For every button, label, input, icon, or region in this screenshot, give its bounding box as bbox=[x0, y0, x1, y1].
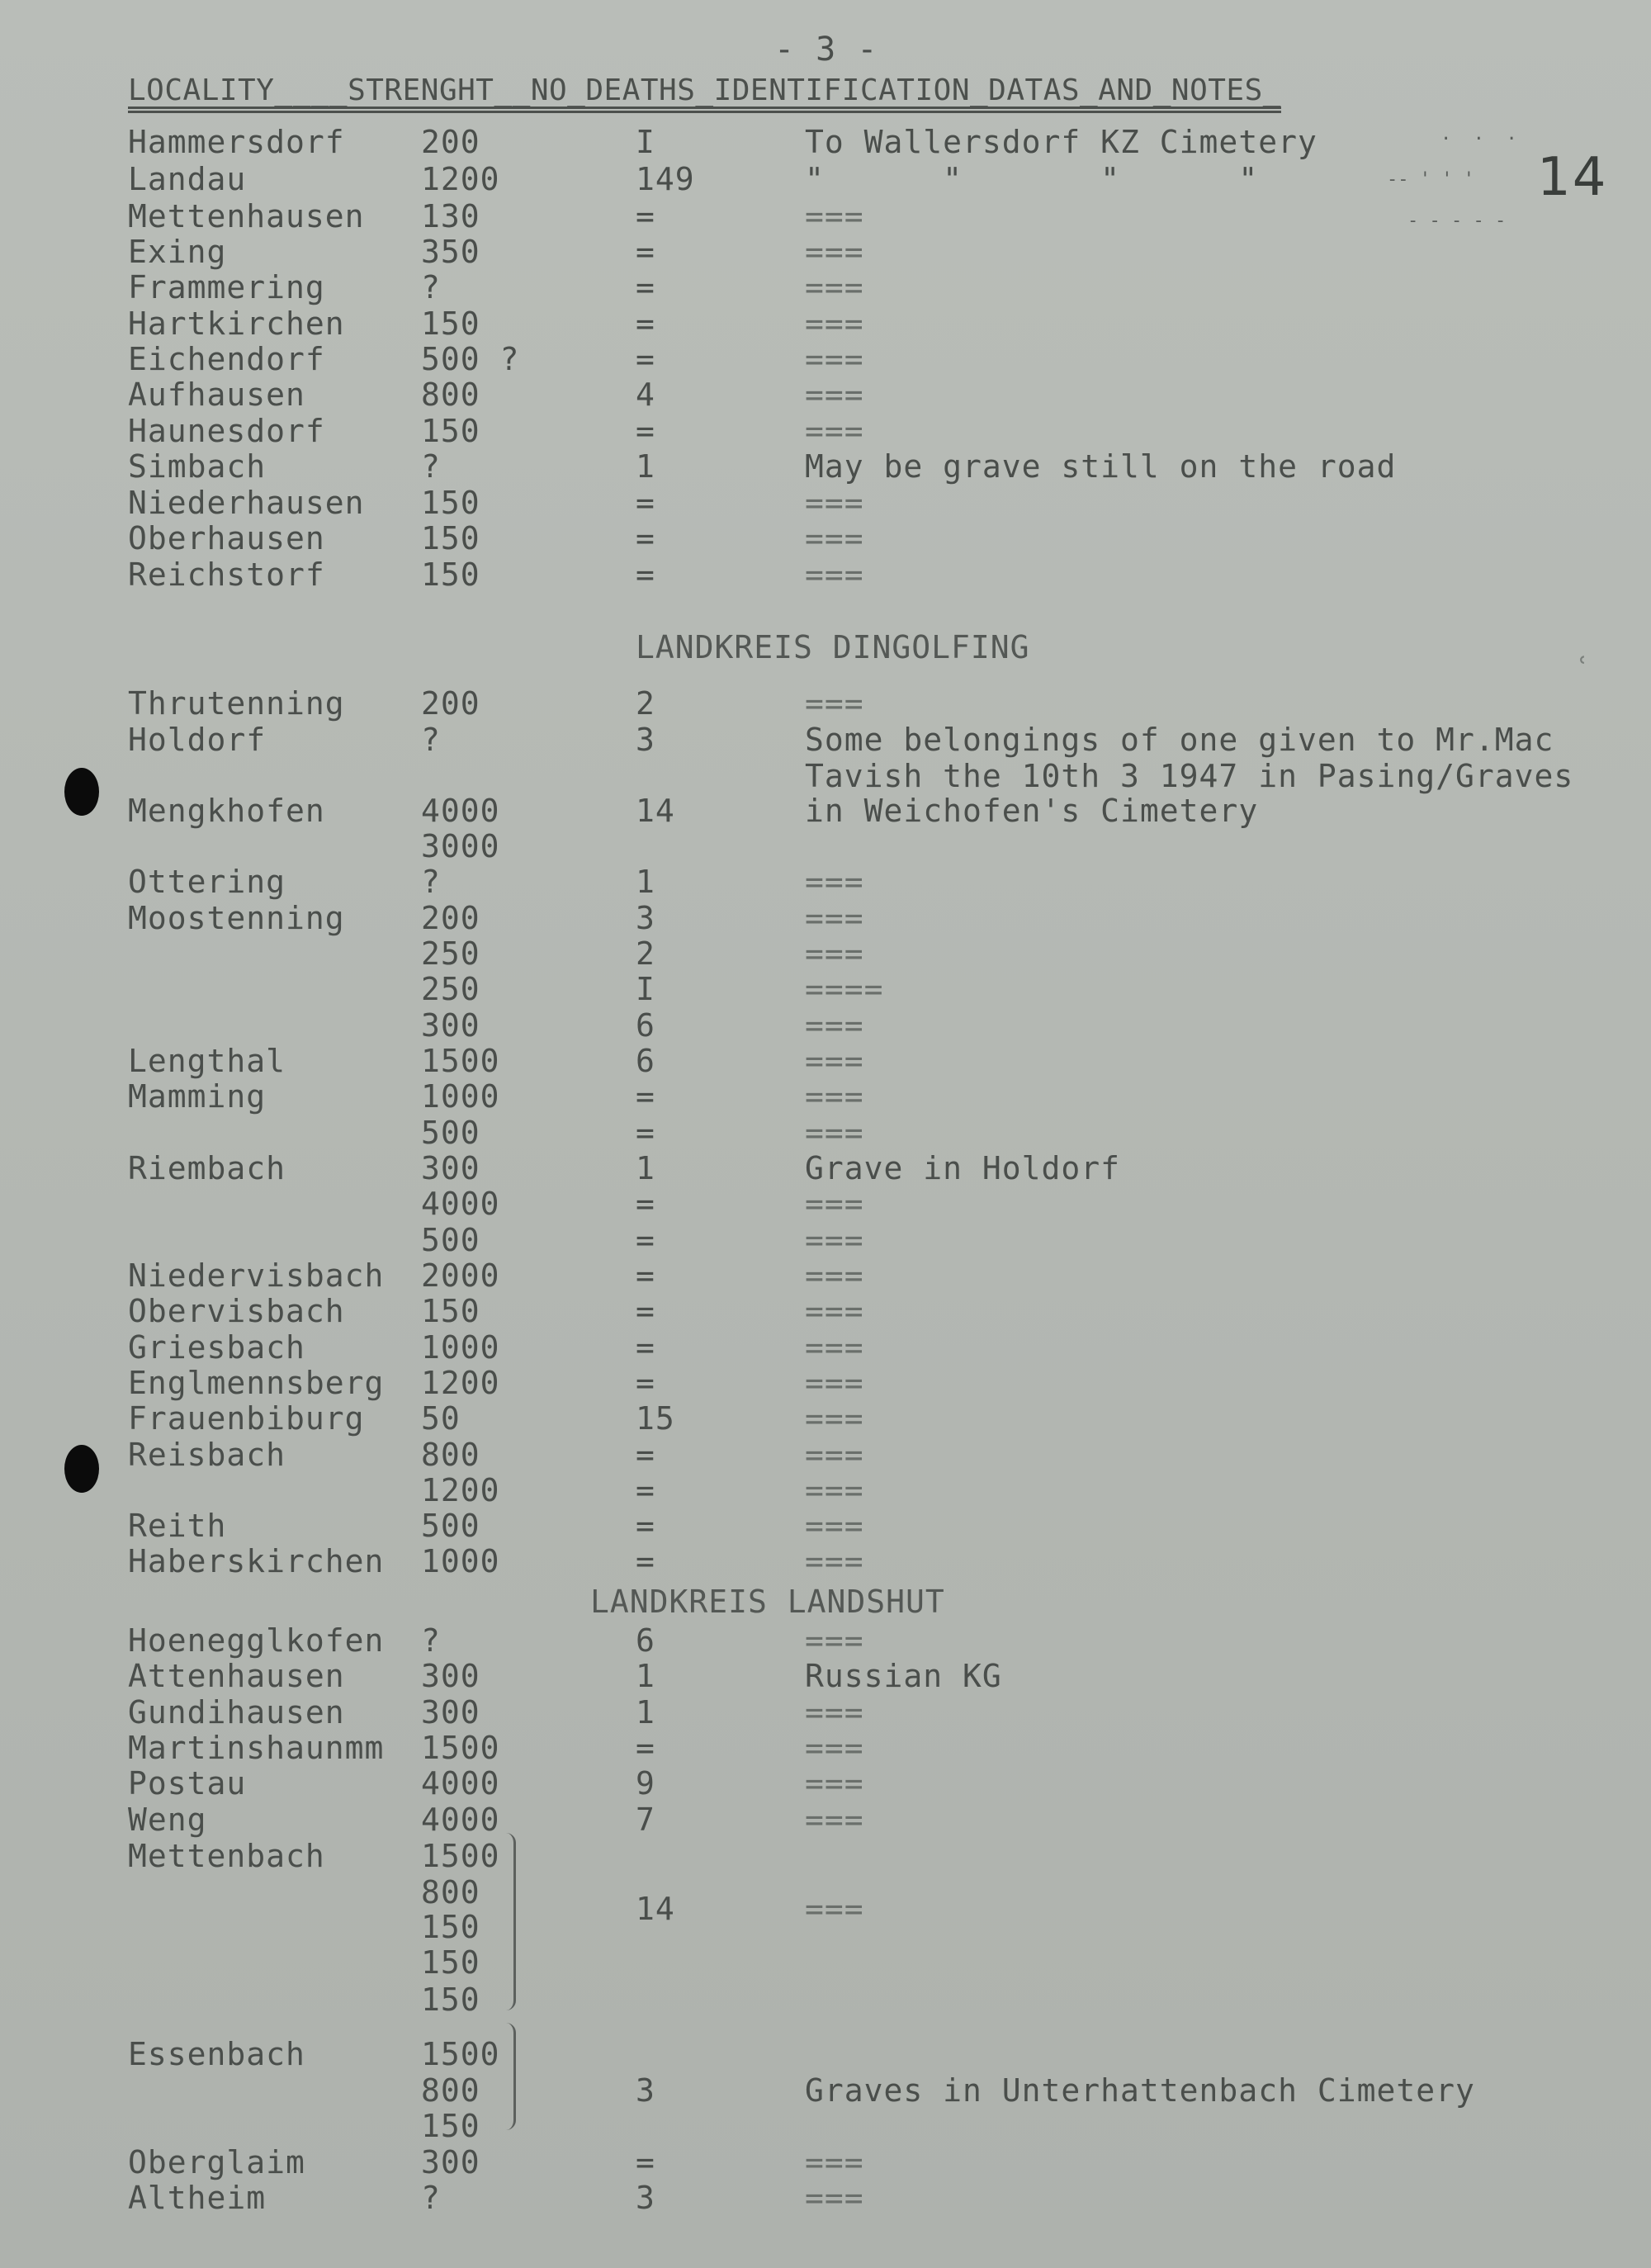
locality-cell: Gundihausen bbox=[128, 1694, 345, 1731]
deaths-cell: I bbox=[636, 971, 655, 1007]
strength-cell: 2000 bbox=[421, 1257, 500, 1294]
strength-cell: 200 bbox=[421, 900, 480, 936]
locality-cell: Moostenning bbox=[128, 900, 345, 936]
deaths-cell: = bbox=[636, 1730, 655, 1766]
strength-cell: 1500 bbox=[421, 2036, 500, 2072]
deaths-cell: 1 bbox=[636, 1658, 655, 1694]
strength-cell: 300 bbox=[421, 1007, 480, 1044]
locality-cell: Aufhausen bbox=[128, 376, 305, 413]
notes-cell: === bbox=[805, 1007, 864, 1044]
notes-cell: === bbox=[805, 2180, 864, 2216]
strength-cell: 500 ? bbox=[421, 341, 520, 377]
locality-cell: Mettenbach bbox=[128, 1838, 325, 1874]
notes-cell: === bbox=[805, 1078, 864, 1115]
deaths-cell: 6 bbox=[636, 1622, 655, 1659]
notes-cell: === bbox=[805, 1329, 864, 1366]
deaths-cell: 2 bbox=[636, 935, 655, 972]
strength-cell: ? bbox=[421, 1622, 441, 1659]
deaths-cell: = bbox=[636, 269, 655, 305]
stamp-number: 14 bbox=[1537, 147, 1608, 208]
strength-cell: ? bbox=[421, 2180, 441, 2216]
locality-cell: Mengkhofen bbox=[128, 793, 325, 829]
notes-cell: === bbox=[805, 198, 864, 234]
locality-cell: Ottering bbox=[128, 864, 286, 900]
deaths-cell: = bbox=[636, 485, 655, 521]
strength-cell: 500 bbox=[421, 1222, 480, 1258]
deaths-cell: = bbox=[636, 1115, 655, 1151]
notes-cell: Tavish the 10th 3 1947 in Pasing/Graves bbox=[805, 758, 1574, 794]
strength-cell: 50 bbox=[421, 1400, 461, 1437]
strength-cell: 500 bbox=[421, 1115, 480, 1151]
strength-cell: 4000 bbox=[421, 1186, 500, 1222]
locality-cell: Frammering bbox=[128, 269, 325, 305]
locality-cell: Englmennsberg bbox=[128, 1365, 385, 1401]
locality-cell: Reichstorf bbox=[128, 556, 325, 593]
notes-cell: May be grave still on the road bbox=[805, 448, 1397, 485]
notes-cell: Russian KG bbox=[805, 1658, 1002, 1694]
strength-cell: 1000 bbox=[421, 1078, 500, 1115]
locality-cell: Eichendorf bbox=[128, 341, 325, 377]
strength-cell: 150 bbox=[421, 1982, 480, 2018]
margin-mark: . . . bbox=[1440, 124, 1517, 144]
notes-cell: === bbox=[805, 1694, 864, 1731]
strength-cell: 500 bbox=[421, 1508, 480, 1544]
notes-cell: === bbox=[805, 341, 864, 377]
notes-cell: === bbox=[805, 1043, 864, 1079]
locality-cell: Obervisbach bbox=[128, 1293, 345, 1329]
locality-cell: Martinshaunmm bbox=[128, 1730, 385, 1766]
deaths-cell: = bbox=[636, 341, 655, 377]
notes-cell: === bbox=[805, 1508, 864, 1544]
deaths-cell: = bbox=[636, 2144, 655, 2180]
locality-cell: Lengthal bbox=[128, 1043, 286, 1079]
section-heading: LANDKREIS DINGOLFING bbox=[636, 629, 1030, 665]
strength-cell: 150 bbox=[421, 305, 480, 342]
locality-cell: Haunesdorf bbox=[128, 413, 325, 449]
notes-cell: ==== bbox=[805, 971, 884, 1007]
strength-cell: 130 bbox=[421, 198, 480, 234]
notes-cell: === bbox=[805, 1257, 864, 1294]
punch-hole bbox=[64, 1445, 99, 1493]
notes-cell: === bbox=[805, 269, 864, 305]
strength-cell: 1500 bbox=[421, 1838, 500, 1874]
deaths-cell: 3 bbox=[636, 2180, 655, 2216]
notes-cell: === bbox=[805, 1186, 864, 1222]
strength-cell: 1200 bbox=[421, 161, 500, 197]
locality-cell: Reisbach bbox=[128, 1437, 286, 1473]
deaths-cell: = bbox=[636, 1257, 655, 1294]
notes-cell: === bbox=[805, 1472, 864, 1508]
strength-cell: 300 bbox=[421, 2144, 480, 2180]
notes-cell: === bbox=[805, 1400, 864, 1437]
deaths-cell: = bbox=[636, 1543, 655, 1579]
notes-cell: === bbox=[805, 2144, 864, 2180]
notes-cell: === bbox=[805, 900, 864, 936]
notes-cell: === bbox=[805, 935, 864, 972]
locality-cell: Riembach bbox=[128, 1150, 286, 1186]
deaths-cell: 14 bbox=[636, 1891, 675, 1927]
locality-cell: Niederhausen bbox=[128, 485, 365, 521]
notes-cell: === bbox=[805, 1622, 864, 1659]
deaths-cell: I bbox=[636, 124, 655, 160]
locality-cell: Niedervisbach bbox=[128, 1257, 385, 1294]
notes-cell: === bbox=[805, 234, 864, 270]
deaths-cell: = bbox=[636, 198, 655, 234]
deaths-cell: 7 bbox=[636, 1802, 655, 1838]
deaths-cell: 15 bbox=[636, 1400, 675, 1437]
notes-cell: === bbox=[805, 1802, 864, 1838]
bracket bbox=[505, 1833, 516, 2010]
deaths-cell: = bbox=[636, 1222, 655, 1258]
notes-cell: Grave in Holdorf bbox=[805, 1150, 1121, 1186]
locality-cell: Haberskirchen bbox=[128, 1543, 385, 1579]
notes-cell: === bbox=[805, 1891, 864, 1927]
locality-cell: Reith bbox=[128, 1508, 227, 1544]
deaths-cell: 2 bbox=[636, 685, 655, 722]
locality-cell: Hartkirchen bbox=[128, 305, 345, 342]
notes-cell: === bbox=[805, 685, 864, 722]
notes-cell: === bbox=[805, 520, 864, 556]
deaths-cell: 3 bbox=[636, 2072, 655, 2109]
strength-cell: 250 bbox=[421, 971, 480, 1007]
deaths-cell: 3 bbox=[636, 900, 655, 936]
deaths-cell: = bbox=[636, 556, 655, 593]
locality-cell: Exing bbox=[128, 234, 227, 270]
deaths-cell: = bbox=[636, 1508, 655, 1544]
strength-cell: 1000 bbox=[421, 1329, 500, 1366]
strength-cell: 4000 bbox=[421, 793, 500, 829]
notes-cell: === bbox=[805, 376, 864, 413]
notes-cell: Graves in Unterhattenbach Cimetery bbox=[805, 2072, 1475, 2109]
deaths-cell: = bbox=[636, 1186, 655, 1222]
deaths-cell: 149 bbox=[636, 161, 695, 197]
strength-cell: 150 bbox=[421, 1944, 480, 1981]
locality-cell: Mamming bbox=[128, 1078, 267, 1115]
strength-cell: 800 bbox=[421, 1874, 480, 1911]
strength-cell: 800 bbox=[421, 1437, 480, 1473]
notes-cell: Some belongings of one given to Mr.Mac bbox=[805, 722, 1554, 758]
notes-cell: in Weichofen's Cimetery bbox=[805, 793, 1259, 829]
column-header: LOCALITY____STRENGHT__NO_DEATHS_IDENTIFICATION_DATAS_AND_NOTES_ bbox=[128, 73, 1281, 107]
margin-mark: ʿ bbox=[1578, 652, 1588, 686]
locality-cell: Weng bbox=[128, 1802, 207, 1838]
notes-cell: To Wallersdorf KZ Cimetery bbox=[805, 124, 1317, 160]
strength-cell: 150 bbox=[421, 485, 480, 521]
notes-cell: === bbox=[805, 1543, 864, 1579]
notes-cell: === bbox=[805, 1730, 864, 1766]
strength-cell: 4000 bbox=[421, 1802, 500, 1838]
strength-cell: ? bbox=[421, 269, 441, 305]
locality-cell: Postau bbox=[128, 1765, 247, 1802]
strength-cell: 300 bbox=[421, 1694, 480, 1731]
strength-cell: 150 bbox=[421, 413, 480, 449]
strength-cell: 300 bbox=[421, 1150, 480, 1186]
locality-cell: Frauenbiburg bbox=[128, 1400, 365, 1437]
deaths-cell: = bbox=[636, 1472, 655, 1508]
strength-cell: 200 bbox=[421, 685, 480, 722]
locality-cell: Holdorf bbox=[128, 722, 267, 758]
strength-cell: 250 bbox=[421, 935, 480, 972]
section-heading: LANDKREIS LANDSHUT bbox=[590, 1584, 945, 1620]
locality-cell: Oberhausen bbox=[128, 520, 325, 556]
strength-cell: 1500 bbox=[421, 1730, 500, 1766]
notes-cell: === bbox=[805, 1222, 864, 1258]
strength-cell: 1200 bbox=[421, 1472, 500, 1508]
strength-cell: 150 bbox=[421, 520, 480, 556]
notes-cell: === bbox=[805, 485, 864, 521]
notes-cell: === bbox=[805, 413, 864, 449]
strength-cell: 150 bbox=[421, 1909, 480, 1945]
deaths-cell: = bbox=[636, 1293, 655, 1329]
notes-cell: === bbox=[805, 864, 864, 900]
notes-cell: === bbox=[805, 1115, 864, 1151]
deaths-cell: 4 bbox=[636, 376, 655, 413]
notes-cell: === bbox=[805, 1365, 864, 1401]
deaths-cell: = bbox=[636, 413, 655, 449]
deaths-cell: 6 bbox=[636, 1007, 655, 1044]
notes-cell: === bbox=[805, 1293, 864, 1329]
strength-cell: 200 bbox=[421, 124, 480, 160]
strength-cell: 150 bbox=[421, 2108, 480, 2144]
locality-cell: Hoenegglkofen bbox=[128, 1622, 385, 1659]
strength-cell: 350 bbox=[421, 234, 480, 270]
margin-mark: - - - - - bbox=[1407, 211, 1507, 231]
notes-cell: === bbox=[805, 556, 864, 593]
punch-hole bbox=[64, 768, 99, 816]
locality-cell: Griesbach bbox=[128, 1329, 305, 1366]
strength-cell: ? bbox=[421, 864, 441, 900]
notes-cell: " " " " bbox=[805, 161, 1259, 197]
strength-cell: 4000 bbox=[421, 1765, 500, 1802]
deaths-cell: 1 bbox=[636, 1150, 655, 1186]
deaths-cell: 3 bbox=[636, 722, 655, 758]
notes-cell: === bbox=[805, 1765, 864, 1802]
deaths-cell: 14 bbox=[636, 793, 675, 829]
deaths-cell: = bbox=[636, 1329, 655, 1366]
page-number: - 3 - bbox=[774, 31, 878, 69]
deaths-cell: 1 bbox=[636, 448, 655, 485]
locality-cell: Hammersdorf bbox=[128, 124, 345, 160]
notes-cell: === bbox=[805, 1437, 864, 1473]
strength-cell: 150 bbox=[421, 1293, 480, 1329]
locality-cell: Mettenhausen bbox=[128, 198, 365, 234]
deaths-cell: = bbox=[636, 305, 655, 342]
strength-cell: 1000 bbox=[421, 1543, 500, 1579]
locality-cell: Simbach bbox=[128, 448, 267, 485]
locality-cell: Attenhausen bbox=[128, 1658, 345, 1694]
strength-cell: 800 bbox=[421, 2072, 480, 2109]
locality-cell: Altheim bbox=[128, 2180, 267, 2216]
deaths-cell: 9 bbox=[636, 1765, 655, 1802]
strength-cell: 800 bbox=[421, 376, 480, 413]
strength-cell: 1200 bbox=[421, 1365, 500, 1401]
strength-cell: ? bbox=[421, 722, 441, 758]
deaths-cell: 1 bbox=[636, 1694, 655, 1731]
notes-cell: === bbox=[805, 305, 864, 342]
locality-cell: Thrutenning bbox=[128, 685, 345, 722]
deaths-cell: = bbox=[636, 1365, 655, 1401]
deaths-cell: = bbox=[636, 520, 655, 556]
margin-mark: -- ' ' ' bbox=[1387, 169, 1474, 190]
deaths-cell: = bbox=[636, 234, 655, 270]
deaths-cell: = bbox=[636, 1437, 655, 1473]
locality-cell: Oberglaim bbox=[128, 2144, 305, 2180]
strength-cell: 300 bbox=[421, 1658, 480, 1694]
deaths-cell: 1 bbox=[636, 864, 655, 900]
deaths-cell: 6 bbox=[636, 1043, 655, 1079]
deaths-cell: = bbox=[636, 1078, 655, 1115]
strength-cell: 3000 bbox=[421, 828, 500, 864]
locality-cell: Landau bbox=[128, 161, 247, 197]
strength-cell: 1500 bbox=[421, 1043, 500, 1079]
bracket bbox=[505, 2023, 516, 2130]
locality-cell: Essenbach bbox=[128, 2036, 305, 2072]
strength-cell: 150 bbox=[421, 556, 480, 593]
strength-cell: ? bbox=[421, 448, 441, 485]
